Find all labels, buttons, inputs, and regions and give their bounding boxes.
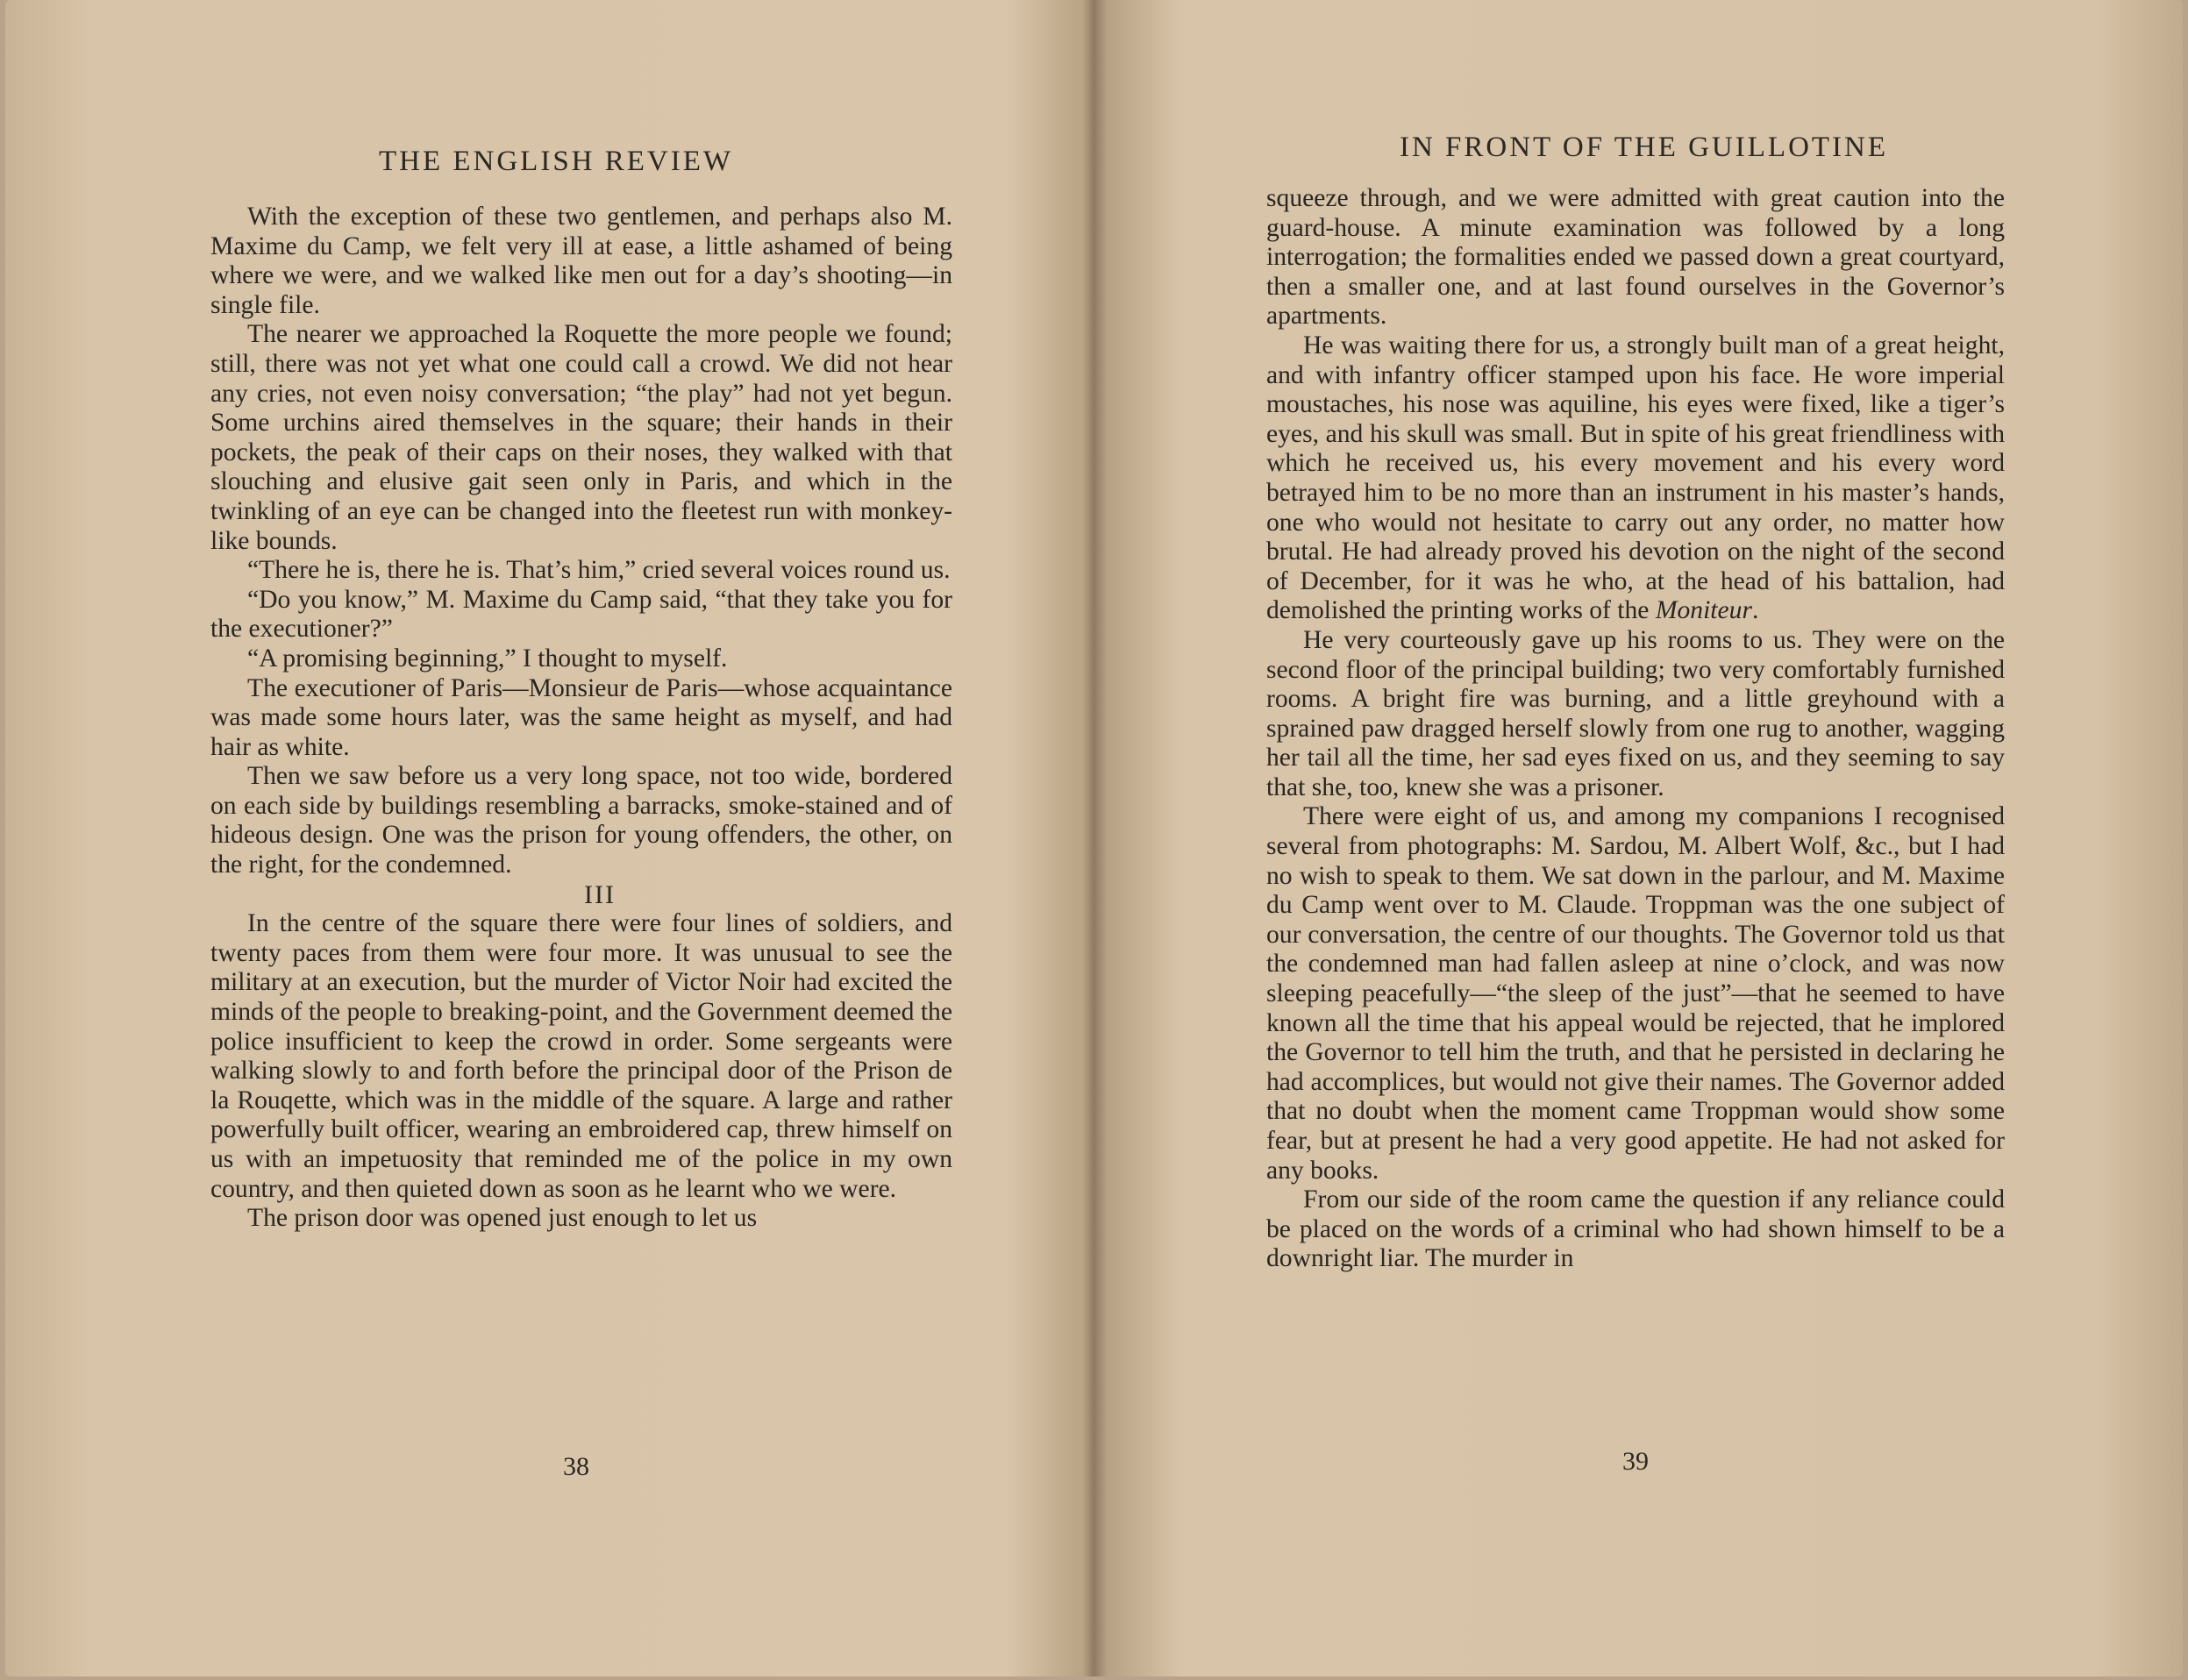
running-head-left: THE ENGLISH REVIEW: [378, 146, 734, 177]
running-head-right: IN FRONT OF THE GUILLOTINE: [1399, 132, 1889, 163]
paragraph: The nearer we approached la Roquette the more people we found; still, there was not yet what one could call a crowd. We did not hear any cries, not even noisy conversation; “the play” had not yet begun. Some urchins aired themselves in the square; their hands in their pockets, the peak of their caps on their noses, they walked with that slouching and elusive gait seen only in Paris, and which in the twinkling of an eye can be changed into the fleetest run with monkey-like bounds.: [210, 320, 952, 555]
paragraph: “A promising beginning,” I thought to myself.: [247, 644, 728, 673]
page-number-left: 38: [563, 1452, 589, 1481]
paragraph: With the exception of these two gentlemen, and perhaps also M. Maxime du Camp, we felt very ill at ease, a little ashamed of being where we were, and we walked like men out for a day’s shooting—in single file.: [210, 203, 952, 319]
paragraph: “There he is, there he is. That’s him,” cried several voices round us.: [247, 556, 951, 585]
right-page: [1103, 0, 2188, 1676]
paragraph: “Do you know,” M. Maxime du Camp said, “that they take you for the executioner?”: [210, 585, 952, 644]
left-page-text: [210, 203, 952, 1234]
paragraph: He very courteously gave up his rooms to us. They were on the second floor of the principal building; two very comfortably furnished rooms. A bright fire was burning, and a little greyhound with a sprained paw dragged herself slowly from one rug to another, wagging her tail all the time, her sad eyes fixed on us, and they seeming to say that she, too, knew she was a prisoner.: [1266, 625, 2005, 801]
paragraph: Then we saw before us a very long space, not too wide, bordered on each side by buildings resembling a barracks, smoke-stained and of hideous design. One was the prison for young offenders, the other, on the right, for the condemned.: [210, 762, 952, 879]
left-page: [5, 0, 1098, 1676]
paragraph: In the centre of the square there were four lines of soldiers, and twenty paces from them were four more. It was unusual to see the military at an execution, but the murder of Victor Noir had excited the minds of the people to breaking-point, and the Government deemed the police insufficient to keep the crowd in order. Some sergeants were walking slowly to and forth before the principal door of the Prison de la Rouqette, which was in the middle of the square. A large and rather powerfully built officer, wearing an embroidered cap, threw himself on us with an impetuosity that reminded me of the police in my own country, and then quieted down as soon as he learnt who we were.: [210, 909, 952, 1203]
italic-title: Moniteur: [1655, 596, 1752, 625]
paragraph: There were eight of us, and among my companions I recognised several from photographs: M. Sardou, M. Albert Wolf, &c., but I had no wish to speak to them. We sat down in the parlour, and M. Maxime du Camp went over to M. Claude. Troppman was the one subject of our conversation, the centre of our thoughts. The Governor told us that the condemned man had fallen asleep at nine o’clock, and was now sleeping peacefully—“the sleep of the just”—that he seemed to have known all the time that his appeal would be rejected, that he implored the Governor to tell him the truth, and that he persisted in declaring he had accomplices, but would not give their names. The Governor added that no doubt when the moment came Troppman would show some fear, but at present he had a very good appetite. He had not asked for any books.: [1266, 802, 2005, 1185]
right-page-text: [1266, 184, 2005, 1274]
paragraph: The prison door was opened just enough to let us: [247, 1204, 758, 1233]
paragraph-continuation: squeeze through, and we were admitted with great caution into the guard-house. A minute examination was followed by a long interrogation; the formalities ended we passed down a great courtyard, then a smaller one, and at last found ourselves in the Governor’s apartments.: [1266, 184, 2005, 331]
page-number-right: 39: [1622, 1447, 1649, 1476]
paragraph: The executioner of Paris—Monsieur de Paris—whose acquaintance was made some hours later, was the same height as myself, and had hair as white.: [210, 673, 952, 761]
paragraph: From our side of the room came the question if any reliance could be placed on the words of a criminal who had shown himself to be a downright liar. The murder in: [1266, 1185, 2005, 1273]
paragraph: He was waiting there for us, a strongly built man of a great height, and with infantry officer stamped upon his face. He wore imperial moustaches, his nose was aquiline, his eyes were fixed, like a tiger’s eyes, and his skull was small. But in spite of his great friendliness with which he received us, his every movement and his every word betrayed him to be no more than an instrument in his master’s hands, one who would not hesitate to carry out any order, no matter how brutal. He had already proved his devotion on the night of the second of December, for it was he who, at the head of his battalion, had demolished the printing works of the Moniteur.: [1266, 331, 2005, 625]
paragraph-text: He was waiting there for us, a strongly built man of a great height, and with infantry officer stamped upon his face. He wore imperial moustaches, his nose was aquiline, his eyes were fixed, like a tiger’s eyes, and his skull was small. But in spite of his great friendliness with which he received us, his every movement and his every word betrayed him to be no more than an instrument in his master’s hands, one who would not hesitate to carry out any order, no matter how brutal. He had already proved his devotion on the night of the second of December, for it was he who, at the head of his battalion, had demolished the printing works of the: [1266, 331, 2005, 625]
section-heading: III: [584, 879, 616, 909]
open-book-spread: [5, 0, 2183, 1676]
